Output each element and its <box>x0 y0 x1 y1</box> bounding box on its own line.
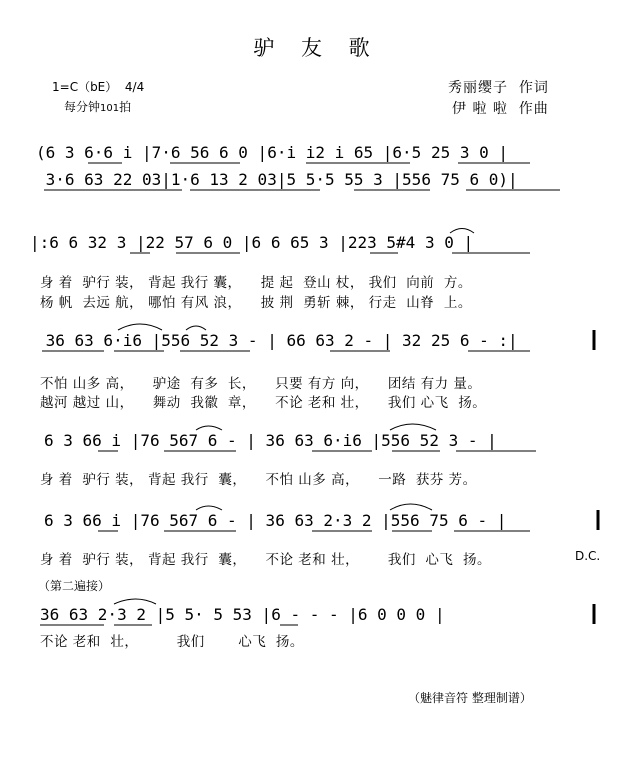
intro-notation-line-2: 3·6 63 22 03|1·6 13 2 03|5 5·5 55 3 |556 75 6 0)| <box>36 170 518 189</box>
verse-lyric-1: 身 着 驴行 装， 背起 我行 囊， 提 起 登山 杖， 我们 向前 方。 <box>40 275 472 291</box>
composer-credit: 伊 啦 啦 作曲 <box>452 101 549 117</box>
intro-notation-line-1: (6 3 6·6 i |7·6 56 6 0 |6·i i2 i 65 |6·5 25 3 0 | <box>36 143 509 162</box>
part-c-lyric: 身 着 驴行 装， 背起 我行 囊， 不论 老和 壮， 我们 心飞 扬。 <box>40 552 491 568</box>
chorus-notation: 36 63 6·i6 |556 52 3 - | 66 63 2 - | 32 25 6 - :| <box>36 331 518 350</box>
lyricist-credit: 秀丽缨子 作词 <box>448 80 549 96</box>
verse-notation: |:6 6 32 3 |22 57 6 0 |6 6 65 3 |223 5#4 3 0 | <box>30 233 474 252</box>
coda-label: （第二遍接） <box>38 579 111 593</box>
page-title: 驴 友 歌 <box>253 36 380 60</box>
coda-lyric: 不论 老和 壮， 我们 心飞 扬。 <box>40 634 304 650</box>
key-signature: 1=C（bE） 4/4 <box>52 80 145 94</box>
verse-lyric-2: 杨 帆 去远 航， 哪怕 有风 浪， 披 荆 勇斩 棘， 行走 山脊 上。 <box>40 295 472 311</box>
part-b-lyric: 身 着 驴行 装， 背起 我行 囊， 不怕 山多 高， 一路 获芬 芳。 <box>40 472 477 488</box>
footer-credit: （魅律音符 整理制谱） <box>408 691 532 705</box>
dc-marking: D.C. <box>575 549 601 563</box>
part-b-notation: 6 3 66 i |76 567 6 - | 36 63 6·i6 |556 52 3 - | <box>44 431 497 450</box>
chorus-lyric-1: 不怕 山多 高， 驴途 有多 长， 只要 有方 向， 团结 有力 量。 <box>40 376 482 392</box>
part-c-notation: 6 3 66 i |76 567 6 - | 36 63 2·3 2 |556 75 6 - | <box>44 511 507 530</box>
tempo-value: 101 <box>100 103 120 114</box>
tempo-suffix: 拍 <box>119 100 132 114</box>
coda-notation: 36 63 2·3 2 |5 5· 5 53 |6 - - - |6 0 0 0 | <box>40 605 445 624</box>
chorus-lyric-2: 越河 越过 山， 舞动 我徽 章， 不论 老和 壮， 我们 心飞 扬。 <box>40 395 487 411</box>
tempo-prefix: 每分钟 <box>64 100 101 114</box>
